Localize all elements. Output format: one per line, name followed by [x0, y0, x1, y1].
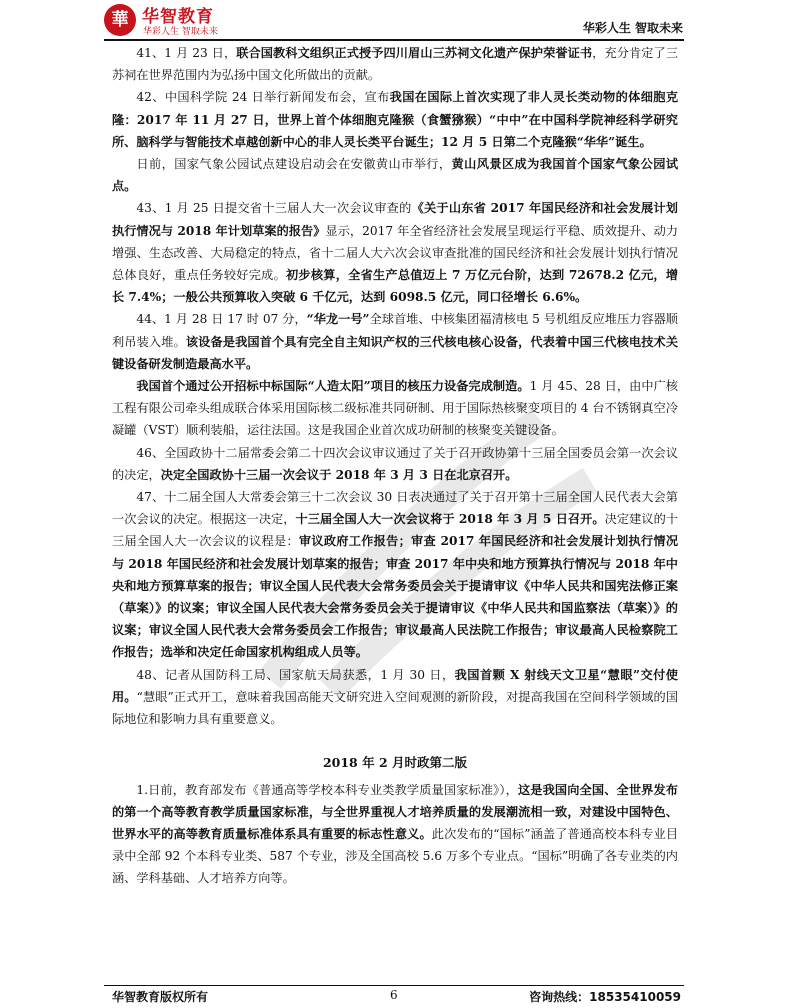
bold-text: 联合国教科文组织正式授予四川眉山三苏祠文化遗产保护荣誉证书	[236, 46, 593, 60]
text-run: 46、全国政协十二届常委会第二十四次会议审议通过了关于召开政协第十三届全国委员会第一次会议的决定，	[112, 445, 678, 482]
text-run: 48、记者从国防科工局、国家航天局获悉，1 月 30 日，	[136, 667, 455, 682]
bold-text: “华龙一号”	[306, 312, 370, 327]
text-run: 44、1 月 28 日 17 时 07 分，	[136, 312, 307, 327]
news-items	[112, 42, 678, 730]
paragraph	[112, 442, 678, 486]
footer-hotline: 咨询热线：18535410059	[529, 990, 681, 1004]
bold-text: 我国在国际上首次实现了非人灵长类动物的体细胞克隆：2017 年 11 月 27 日，世界上首个体细胞克隆猴（食蟹猕猴）“中中”在中国科学院神经科学研究所、脑科学与智能技术卓越创新中心的非人灵长类平台诞生；12 月 5 日第二个克隆猴“华华”诞生。	[112, 90, 679, 149]
text-run: 42、中国科学院 24 日举行新闻发布会，宣布	[136, 90, 390, 105]
brand-tagline: 华彩人生 智取未来	[143, 27, 218, 37]
header-slogan: 华彩人生 智取未来	[582, 21, 683, 35]
text-run: 1 月 45、28 日，由中广核工程有限公司牵头组成联合体采用国际核二级标准共同研制、用于国际热核聚变项目的 4 台不锈钢真空冷凝罐（VST）顺利装船，运往法国。这是我国企业首次成功研制的核聚变关键设备。	[112, 379, 678, 438]
bold-text: 十三届全国人大一次会议将于 2018 年 3 月 5 日召开。	[295, 512, 605, 527]
bold-text: 该设备是我国首个具有完全自主知识产权的三代核电核心设备，代表着中国三代核电技术关键设备研发制造最高水平。	[112, 334, 679, 371]
text-run: “慧眼”正式开工，意味着我国高能天文研究进入空间观测的新阶段，对提高我国在空间科学领域的国际地位和影响力具有重要意义。	[112, 689, 679, 727]
paragraph	[112, 486, 678, 664]
page-header	[0, 0, 793, 40]
text-run: 47、十二届全国人大常委会第三十二次会议 30 日表决通过了关于召开第十三届全国人民代表大会第一次会议的决定。根据这一决定，	[112, 490, 678, 527]
text-run: 43、1 月 25 日提交省十三届人大一次会议审查的	[136, 201, 412, 216]
bold-text: 黄山风景区成为我国首个国家气象公园试点。	[112, 157, 679, 194]
brand-logo: 華	[104, 4, 136, 36]
paragraph	[112, 308, 678, 375]
bold-text: 初步核算，全省生产总值迈上 7 万亿元台阶，达到 72678.2 亿元，增长 7.4%；一般公共预算收入突破 6 千亿元，达到 6098.5 亿元，同口径增长 6.6%。	[112, 268, 679, 305]
section-items	[112, 779, 678, 890]
footer-divider	[104, 985, 684, 986]
text-run: 日前，国家气象公园试点建设启动会在安徽黄山市举行，	[136, 157, 452, 172]
text-run: 决定建议的十三届全国人大一次会议的议程是：	[112, 512, 679, 549]
text-run: 显示，2017 年全省经济社会发展呈现运行平稳、质效提升、动力增强、生态改善、大局稳定的特点，省十二届人大六次会议审查批准的国民经济和社会发展计划执行情况总体良好，重点任务较好完成。	[112, 223, 679, 283]
text-run: 41、1 月 23 日，	[136, 46, 237, 60]
paragraph	[112, 664, 678, 731]
paragraph	[112, 153, 678, 197]
bold-text: 我国首个通过公开招标中标国际“人造太阳”项目的核压力设备完成制造。	[136, 379, 530, 394]
footer-copyright: 华智教育版权所有	[112, 990, 209, 1004]
bold-text: 《关于山东省 2017 年国民经济和社会发展计划执行情况与 2018 年计划草案的报告》	[112, 201, 678, 238]
paragraph	[112, 42, 678, 86]
bold-text: 我国首颗 X 射线天文卫星“慧眼”交付使用。	[112, 667, 678, 704]
header-divider	[104, 39, 684, 41]
text-run: 此次发布的“国标”涵盖了普通高校本科专业目录中全部 92 个本科专业类、587 个专业，涉及全国高校 5.6 万多个专业点。“国标”明确了各专业类的内涵、学科基础、人才培养方向等。	[112, 826, 679, 886]
text-run: 1.日前，教育部发布《普通高等学校本科专业类教学质量国家标准》），	[136, 782, 518, 797]
text-run: ，充分肯定了三苏祠在世界范围内为弘扬中国文化所做出的贡献。	[112, 46, 679, 83]
paragraph	[112, 779, 678, 890]
bold-text: 审议政府工作报告；审查 2017 年国民经济和社会发展计划执行情况与 2018 年国民经济和社会发展计划草案的报告；审查 2017 年中央和地方预算执行情况与 2018 年中央和地方预算草案的报告；审议全国人民代表大会常务委员会关于提请审议《中华人民共和国宪法修正案（草案）》的议案；审议全国人民代表大会常务委员会关于提请审议《中华人民共和国监察法（草案）》的议案；审议全国人民代表大会常务委员会工作报告；审议最高人民法院工作报告；审议最高人民检察院工作报告；选举和决定任命国家机构组成人员等。	[112, 534, 679, 660]
bold-text: 决定全国政协十三届一次会议于 2018 年 3 月 3 日在北京召开。	[160, 467, 518, 482]
brand-name: 华智教育	[142, 7, 214, 27]
section-title: 2018 年 2 月时政第二版	[322, 755, 468, 771]
bold-text: 这是我国向全国、全世界发布的第一个高等教育教学质量国家标准，与全世界重视人才培养质量的发展潮流相一致，对建设中国特色、世界水平的高等教育质量标准体系具有重要的标志性意义。	[112, 782, 678, 841]
document-body	[112, 42, 678, 890]
paragraph	[112, 197, 678, 308]
text-run: 全球首堆、中核集团福清核电 5 号机组反应堆压力容器顺利吊装入堆。	[112, 312, 678, 349]
page-number: 6	[390, 988, 398, 1002]
paragraph	[112, 375, 678, 442]
paragraph	[112, 86, 678, 153]
